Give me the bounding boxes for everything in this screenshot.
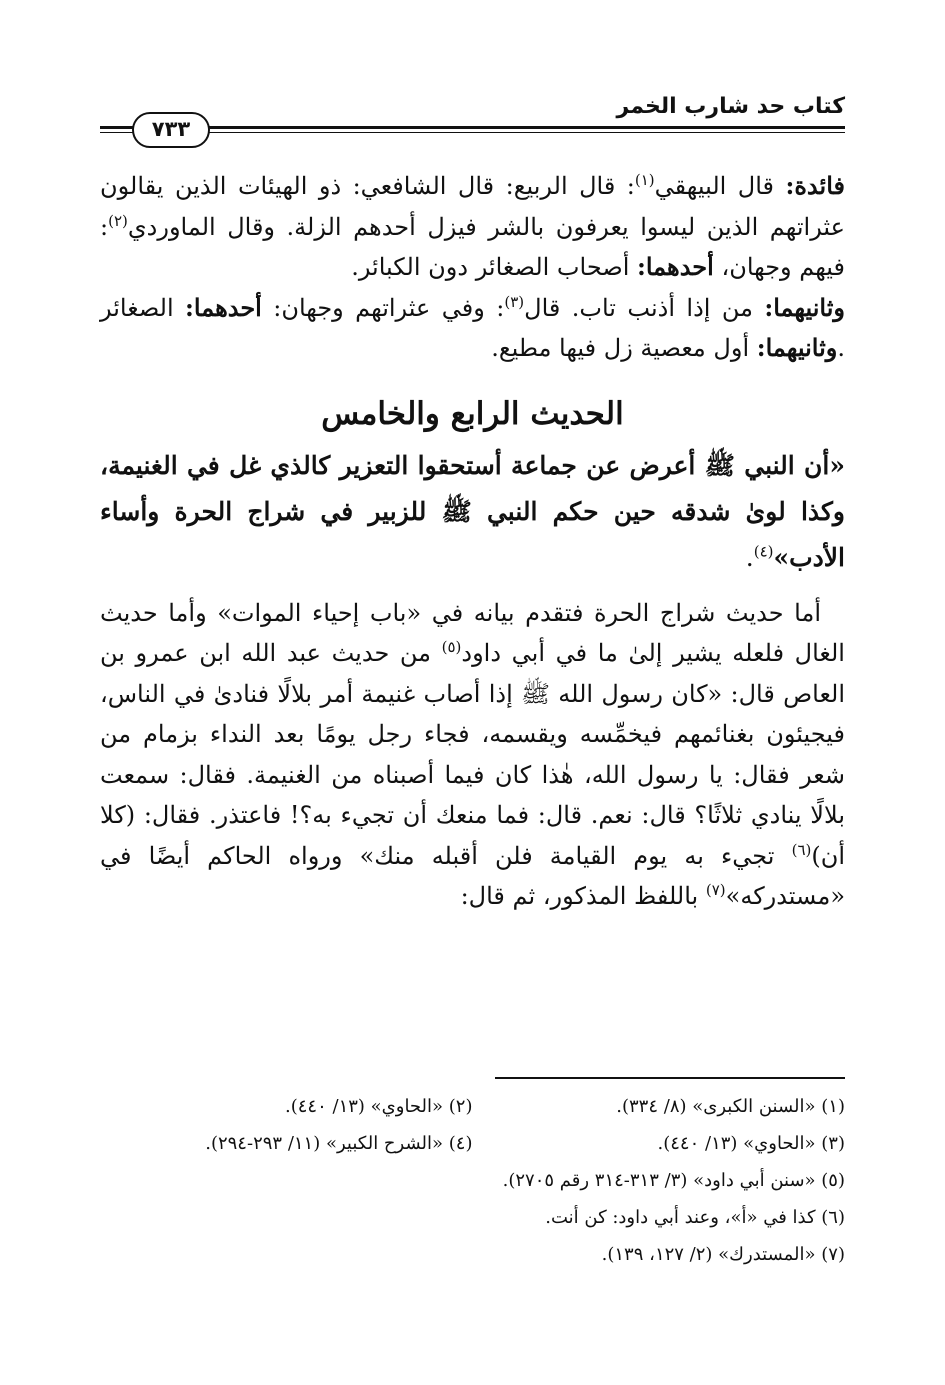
text-span: : قال الربيع: قال الشافعي: ذو الهيئات الذين يقالون عثراتهم الذين ليسوا يعرفون بالشر فيزل أحدهم الزلة. وقال الماوردي (100, 172, 845, 241)
page-number: ٧٣٣ (132, 112, 210, 148)
footnotes (100, 1088, 845, 1273)
footnote-ref-1[interactable]: (١) (634, 171, 655, 189)
footnote-5: (٥) «سنن أبي داود» (٣/ ٣١٣-٣١٤ رقم ٢٧٠٥). (502, 1170, 845, 1191)
footnote-4: (٤) «الشرح الكبير» (١١/ ٢٩٣-٢٩٤). (205, 1133, 473, 1154)
hadith-quote: «أن النبي ﷺ أعرض عن جماعة أستحقوا التعزير كالذي غل في الغنيمة، وكذا لوىٰ شدقه حين حكم النبي ﷺ للزبير في شراج الحرة وأساء الأدب» (100, 450, 845, 572)
footnote-row (100, 1125, 845, 1162)
main-text (100, 166, 845, 917)
text-span: الصغائر . (100, 293, 845, 362)
header-rule (100, 126, 845, 129)
text-span: : فيهم وجهان، (100, 212, 845, 281)
footnote-ref-4[interactable]: (٤) (753, 542, 774, 561)
footnote-ref-5[interactable]: (٥) (441, 638, 462, 656)
text-span: من حديث عبد الله ابن عمرو بن العاص قال: «كان رسول الله ﷺ إذا أصاب غنيمة أمر بلالًا فنادىٰ في الناس، فيجيئون بغنائمهم فيخمِّسه ويقسمه، فجاء رجل يومًا بعد النداء بزمام من شعر فقال: يا رسول الله، هٰذا كان فيما أصبناه من الغنيمة. فقال: سمعت بلالًا ينادي ثلاثًا؟ قال: نعم. قال: فما منعك أن تجيء به؟! فاعتذر. فقال: (كلا أن) (100, 639, 846, 870)
text-span: أول معصية زل فيها مطيع. (491, 334, 757, 362)
bold-term: أحدهما: (637, 252, 714, 281)
page-header (100, 92, 845, 142)
footnote-ref-2[interactable]: (٢) (108, 211, 128, 230)
label-faida: فائدة: (785, 171, 845, 200)
section-heading: الحديث الرابع والخامس (321, 395, 624, 432)
text-span: باللفظ المذكور، ثم قال: (460, 882, 706, 910)
footnote-row (100, 1088, 845, 1125)
footnote-6: (٦) كذا في «أ»، وعند أبي داود: كن أنت. (545, 1207, 845, 1228)
text-span: أما حديث شراج الحرة فتقدم بيانه في «باب إحياء الموات» وأما حديث الغال فلعله يشير إلىٰ ما في أبي داود (100, 598, 845, 667)
paragraph-commentary (100, 593, 845, 917)
bold-term: وثانيهما: (756, 333, 838, 362)
footnote-2: (٢) «الحاوي» (١٣/ ٤٤٠). (285, 1096, 473, 1117)
running-title: كتاب حد شارب الخمر (616, 94, 845, 119)
footnote-separator (495, 1077, 845, 1079)
text-span: قال البيهقي (654, 172, 786, 200)
text-span: من إذا أذنب تاب. قال (524, 293, 765, 322)
header-rule-thin (100, 132, 845, 133)
paragraph-thanihima (100, 288, 845, 369)
footnote-1: (١) «السنن الكبرى» (٨/ ٣٣٤). (616, 1096, 845, 1117)
bold-term: أحدهما: (185, 292, 262, 322)
text-span: تجيء به يوم القيامة فلن أقبله منك» ورواه الحاكم أيضًا في «مستدركه» (100, 841, 845, 910)
footnote-ref-3[interactable]: (٣) (504, 292, 525, 311)
text-span: : وفي عثراتهم وجهان: (261, 293, 505, 322)
footnote-3: (٣) «الحاوي» (١٣/ ٤٤٠). (657, 1133, 845, 1154)
text-span: . (745, 542, 754, 572)
text-span: أصحاب الصغائر دون الكبائر. (351, 253, 637, 281)
paragraph-faida (100, 166, 845, 288)
footnote-ref-6[interactable]: (٦) (791, 840, 812, 859)
bold-term: وثانيهما: (764, 292, 845, 322)
footnote-ref-7[interactable]: (٧) (705, 881, 726, 899)
footnote-7: (٧) «المستدرك» (٢/ ١٢٧، ١٣٩). (601, 1244, 845, 1265)
hadith-text (100, 443, 845, 581)
